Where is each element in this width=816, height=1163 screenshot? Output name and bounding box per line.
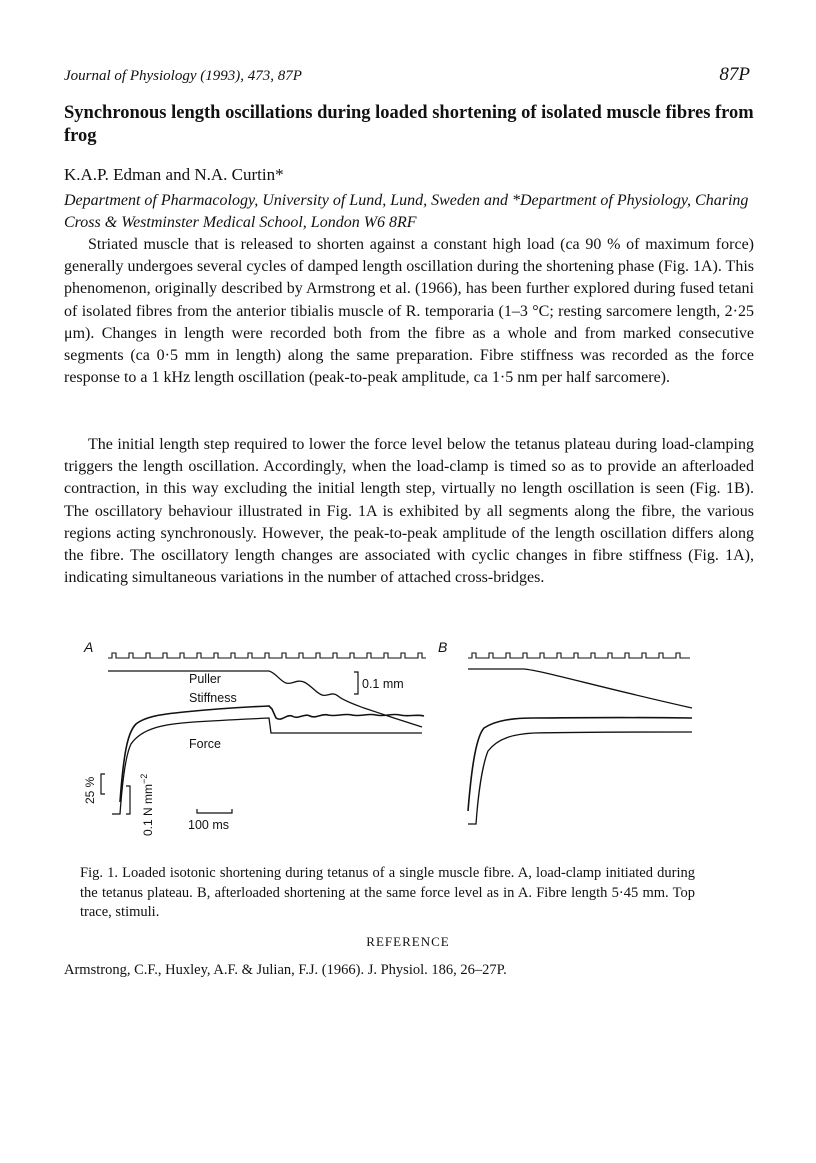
body-paragraph-2: The initial length step required to lower the force level below the tetanus plateau during load-clamping triggers the length oscillation. Accordingly, when the load-clamp is timed so as to provide an afterloaded contraction, in this way excluding the initial length step, virtually no length oscillation is seen (Fig. 1B). The oscillatory behaviour illustrated in Fig. 1A is exhibited by all segments along the fibre, the various regions acting synchronously. However, the peak-to-peak amplitude of the length oscillation differs along the fibre. The oscillatory length changes are associated with cyclic changes in fibre stiffness (Fig. 1A), indicating simultaneous variations in the number of attached cross-bridges.: [64, 436, 754, 587]
references-heading: REFERENCE: [366, 934, 450, 949]
page-number: 87P: [719, 64, 750, 85]
time-scale-label: 100 ms: [188, 818, 229, 832]
label-puller: Puller: [189, 672, 221, 686]
label-force: Force: [189, 737, 221, 751]
article-affiliation: Department of Pharmacology, University of Lund, Lund, Sweden and *Department of Physiology, Charing Cross & Westminster Medical School, London W6 8RF: [64, 192, 749, 231]
time-scale-bar: [197, 809, 232, 813]
stiffness-scale-label: 25 %: [83, 776, 97, 804]
label-stiffness: Stiffness: [189, 691, 237, 705]
figure-1: [64, 636, 754, 851]
panel-label-a: A: [84, 639, 94, 655]
stimulus-trace-a: [108, 653, 426, 658]
length-scale-bar: [354, 672, 358, 694]
article-authors: K.A.P. Edman and N.A. Curtin*: [64, 165, 284, 184]
force-trace-a: [112, 718, 422, 814]
length-scale-label: 0.1 mm: [362, 677, 404, 691]
reference-item: Armstrong, C.F., Huxley, A.F. & Julian, F.J. (1966). J. Physiol. 186, 26–27P.: [64, 962, 507, 978]
force-trace-b: [468, 732, 692, 824]
body-paragraph-1: Striated muscle that is released to shorten against a constant high load (ca 90 % of maximum force) generally undergoes several cycles of damped length oscillation during the shortening phase (Fig. 1A). This phenomenon, originally described by Armstrong et al. (1966), has been further explored during fused tetani of isolated fibres from the anterior tibialis muscle of R. temporaria (1–3 °C; resting sarcomere length, 2·25 μm). Changes in length were recorded both from the fibre as a whole and from marked consecutive segments (ca 0·5 mm in length) along the same preparation. Fibre stiffness was recorded as the force response to a 1 kHz length oscillation (peak-to-peak amplitude, ca 1·5 nm per half sarcomere).: [64, 236, 754, 387]
force-scale-label: 0.1 N $mm^{-2}$: [139, 773, 155, 836]
puller-trace-b: [468, 669, 692, 708]
force-scale-bar: [126, 786, 130, 814]
stiffness-trace-a: [120, 706, 424, 802]
stiffness-scale-bar: [101, 774, 105, 794]
stimulus-trace-b: [468, 653, 690, 658]
article-title: Synchronous length oscillations during loaded shortening of isolated muscle fibres from frog: [64, 103, 754, 146]
figure-caption: Fig. 1. Loaded isotonic shortening during tetanus of a single muscle fibre. A, load-clamp initiated during the tetanus plateau. B, afterloaded shortening at the same force level as in A. Fibre length 5·45 mm. Top trace, stimuli.: [80, 865, 695, 920]
journal-citation: Journal of Physiology (1993), 473, 87P: [64, 68, 302, 84]
panel-label-b: B: [438, 639, 448, 655]
